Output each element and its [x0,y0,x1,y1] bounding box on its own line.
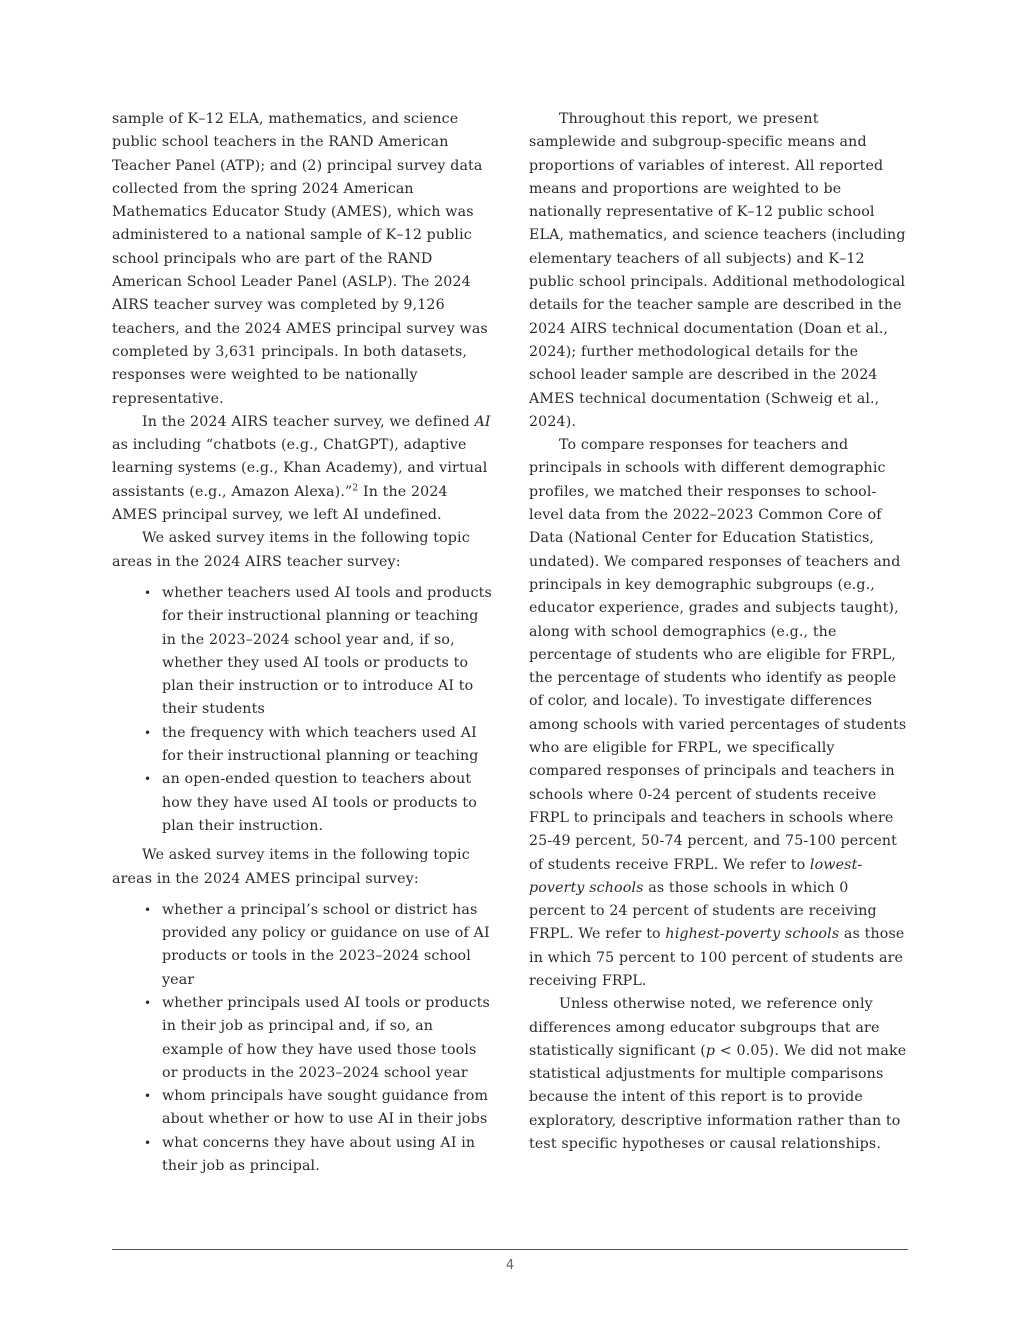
teacher-topics-list [112,582,493,838]
p-value-symbol: p [705,1042,716,1059]
comparison-text-c: as those in which 75 percent to 100 percent of students are receiving FRPL. [529,926,905,989]
paragraph-teacher-topics-intro: We asked survey items in the following topic areas in the 2024 AIRS teacher survey: [112,530,470,570]
list-item: • whom principals have sought guidance from about whether or how to use AI in their jobs [162,1085,493,1132]
paragraph-subgroup-comparisons [529,434,909,993]
paragraph-significance [529,993,909,1156]
right-column [529,108,909,1156]
comparison-text-b: as those schools in which 0 percent to 24 percent of students are receiving FRPL. We refer to [529,879,877,943]
paragraph-ai-definition [112,411,493,527]
highest-poverty-term: highest-poverty schools [665,926,840,943]
ai-definition-lead: In the 2024 AIRS teacher survey, we defined [142,413,470,430]
paragraph-principal-topics-intro: We asked survey items in the following topic areas in the 2024 AMES principal survey: [112,847,470,887]
lowest-poverty-term: lowest-poverty schools [529,856,863,896]
list-item: • the frequency with which teachers used AI for their instructional planning or teaching [162,722,493,769]
comparison-text-a: To compare responses for teachers and principals in schools with different demographic profiles, we matched their responses to school-level data from the 2022–2023 Common Core of Data (National Center for Education Statistics, undated). We compared responses of teachers and principals in key demographic subgroups (e.g., educator experience, grades and subjects taught), along with school demographics (e.g., the percentage of students who are eligible for FRPL, the percentage of students who identify as people of color, and locale). To investigate differences among schools with varied percentages of students who are eligible for FRPL, we specifically compared responses of principals and teachers in schools where 0-24 percent of students receive FRPL to principals and teachers in schools where 25-49 percent, 50-74 percent, and 75-100 percent of students receive FRPL. We refer to [529,437,907,873]
list-item: • whether a principal’s school or district has provided any policy or guidance on use of AI products or tools in the 2023–2024 school year [162,899,493,992]
list-item: • whether teachers used AI tools and products for their instructional planning or teaching in the 2023–2024 school year and, if so, whether they used AI tools or products to plan their instruction or to introduce AI to their students [162,582,493,722]
list-item: • what concerns they have about using AI in their job as principal. [162,1132,493,1179]
list-item: • whether principals used AI tools or products in their job as principal and, if so, an example of how they have used those tools or products in the 2023–2024 school year [162,992,493,1085]
ai-definition-tail: In the 2024 AMES principal survey, we left AI undefined. [112,483,448,524]
list-item: • an open-ended question to teachers about how they have used AI tools or products to plan their instruction. [162,768,493,838]
left-column [112,108,493,1184]
ai-definition-text: as including “chatbots (e.g., ChatGPT), adaptive learning systems (e.g., Khan Academy), and virtual assistants (e.g., Amazon Alexa).” [112,437,488,500]
paragraph-data-sources: sample of K–12 ELA, mathematics, and science public school teachers in the RAND American Teacher Panel (ATP); and (2) principal survey data collected from the spring 2024 American Mathematics Educator Study (AMES), which was administered to a national sample of K–12 public school principals who are part of the RAND American School Leader Panel (ASLP). The 2024 AIRS teacher survey was completed by 9,126 teachers, and the 2024 AMES principal survey was completed by 3,631 principals. In both datasets, responses were weighted to be nationally representative. [112,111,488,407]
significance-text-a: Unless otherwise noted, we reference only differences among educator subgroups that are statistically significant ( [529,996,880,1059]
ai-term: AI [474,413,491,430]
footnote-marker[interactable]: 2 [352,483,359,494]
page-number: 4 [505,1258,515,1273]
paragraph-weighting: Throughout this report, we present samplewide and subgroup-specific means and proportions of variables of interest. All reported means and proportions are weighted to be nationally representative of K–12 public school ELA, mathematics, and science teachers (including elementary teachers of all subjects) and K–12 public school principals. Additional methodological details for the teacher sample are described in the 2024 AIRS technical documentation (Doan et al., 2024); further methodological details for the school leader sample are described in the 2024 AMES technical documentation (Schweig et al., 2024). [529,111,906,430]
significance-text-b: < 0.05). We did not make statistical adjustments for multiple comparisons because the intent of this report is to provide exploratory, descriptive information rather than to test specific hypotheses or causal relationships. [529,1042,907,1153]
principal-topics-list [112,899,493,1179]
footer-rule [112,1249,908,1250]
